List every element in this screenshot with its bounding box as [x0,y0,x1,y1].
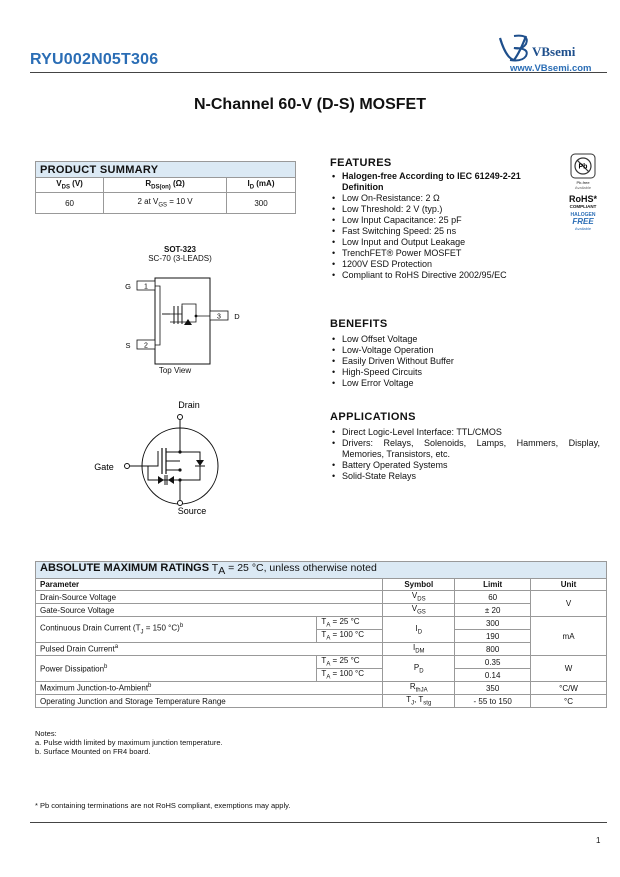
ps-col-rds: $R_{DS(on)}$ (Ω) [104,178,227,193]
feature-item: • Compliant to RoHS Directive 2002/95/EC [330,270,580,281]
applications-list [330,427,600,482]
pin1-label: G [125,282,131,291]
vbsemi-logo [496,30,610,78]
footer-rule [30,822,607,823]
benefits-list [330,334,580,389]
table-row: Gate-Source Voltage $V_{GS}$ ± 20 [36,604,607,617]
feature-item: • Fast Switching Speed: 25 ns [330,226,580,237]
pin2-label: S [125,341,131,350]
application-item: • Direct Logic-Level Interface: TTL/CMOS [330,427,600,438]
ps-vds-value: 60 [36,193,104,214]
pin3-label: D [234,312,240,321]
logo-url: www.VBsemi.com [510,63,592,74]
product-summary-table [35,161,296,214]
mosfet-circuit-symbol [88,396,268,520]
table-row: $T_A = 100$ °C 190 [36,630,607,643]
absolute-maximum-ratings-table [35,561,607,708]
symbol-drain-label: Drain [178,400,200,410]
feature-item: • 1200V ESD Protection [330,259,580,270]
features-heading: FEATURES [330,157,392,169]
rohs-footnote: * Pb containing terminations are not RoHS compliant, exemptions may apply. [35,801,291,810]
note-b: b. Surface Mounted on FR4 board. [35,747,151,756]
logo-text: VBsemi [532,44,576,59]
halogen-free-label: FREE [572,217,594,226]
features-list [330,171,580,281]
package-label [120,245,240,263]
amr-heading: ABSOLUTE MAXIMUM RATINGS $T_A = 25$ °C, unless otherwise noted [36,562,607,579]
table-row: Maximum Junction-to-Ambient$^b$ $R_{thJA}$ 350 °C/W [36,682,607,695]
symbol-gate-label: Gate [94,462,114,472]
product-summary-heading: PRODUCT SUMMARY [36,162,296,178]
amr-col-limit: Limit [455,579,531,591]
note-a: a. Pulse width limited by maximum junction temperature. [35,738,223,747]
table-row: $T_A = 100$ °C 0.14 [36,669,607,682]
applications-heading: APPLICATIONS [330,411,416,423]
benefit-item: • Low Offset Voltage [330,334,580,345]
pin1-number: 1 [144,283,148,291]
rohs-compliant: COMPLIANT [569,204,597,209]
package-alt: SC-70 (3-LEADS) [148,254,212,263]
amr-col-parameter: Parameter [36,579,383,591]
rohs-label: RoHS* [568,194,597,204]
benefit-item: • Low-Voltage Operation [330,345,580,356]
application-item: • Drivers: Relays, Solenoids, Lamps, Hammers, Display, Memories, Transistors, etc. [330,438,600,460]
document-title: N-Channel 60-V (D-S) MOSFET [193,96,426,113]
benefits-heading: BENEFITS [330,318,388,330]
application-item: • Solid-State Relays [330,471,600,482]
feature-item: • TrenchFET® Power MOSFET [330,248,580,259]
ps-col-vds: $V_{DS}$ (V) [36,178,104,193]
feature-item: • Halogen-free According to IEC 61249-2-21 Definition [330,171,580,193]
table-row: Continuous Drain Current ($T_J = 150$ °C)$^b$ $T_A = 25$ °C $I_D$ 300 mA [36,617,607,630]
page-number: 1 [596,836,601,845]
pin3-number: 3 [217,313,221,321]
halogen-available-text: Available [574,226,592,231]
package-name: SOT-323 [163,245,196,254]
top-view-label: Top View [158,366,192,375]
halogen-label: HALOGEN [570,212,596,218]
table-row: Power Dissipation$^b$ $T_A = 25$ °C $P_D$ 0.35 W [36,656,607,669]
feature-item: • Low Input Capacitance: 25 pF [330,215,580,226]
svg-text:Pb: Pb [578,163,588,171]
benefit-item: • Low Error Voltage [330,378,580,389]
notes [35,729,223,756]
ps-id-value: 300 [226,193,295,214]
logo-mark-icon [496,30,536,64]
table-row: Operating Junction and Storage Temperature Range $T_J$, $T_{stg}$ - 55 to 150 °C [36,695,607,708]
pb-available-text: Available [574,185,592,190]
feature-item: • Low Threshold: 2 V (typ.) [330,204,580,215]
amr-col-symbol: Symbol [383,579,455,591]
benefit-item: • High-Speed Circuits [330,367,580,378]
symbol-source-label: Source [177,506,207,516]
feature-item: • Low Input and Output Leakage [330,237,580,248]
pin2-number: 2 [144,342,148,350]
table-row: Drain-Source Voltage $V_{DS}$ 60 V [36,591,607,604]
feature-item: • Low On-Resistance: 2 Ω [330,193,580,204]
table-row: Pulsed Drain Current$^a$ $I_{DM}$ 800 [36,643,607,656]
pb-free-icon [570,153,596,179]
ps-rds-value: 2 at $V_{GS} = 10$ V [104,193,227,214]
part-number: RYU002N05T306 [30,51,159,68]
application-item: • Battery Operated Systems [330,460,600,471]
amr-col-unit: Unit [531,579,607,591]
compliance-badges [560,153,606,231]
pb-free-text: Pb-free [576,180,590,185]
benefit-item: • Easily Driven Without Buffer [330,356,580,367]
notes-heading: Notes: [35,729,57,738]
ps-col-id: $I_D$ (mA) [226,178,295,193]
